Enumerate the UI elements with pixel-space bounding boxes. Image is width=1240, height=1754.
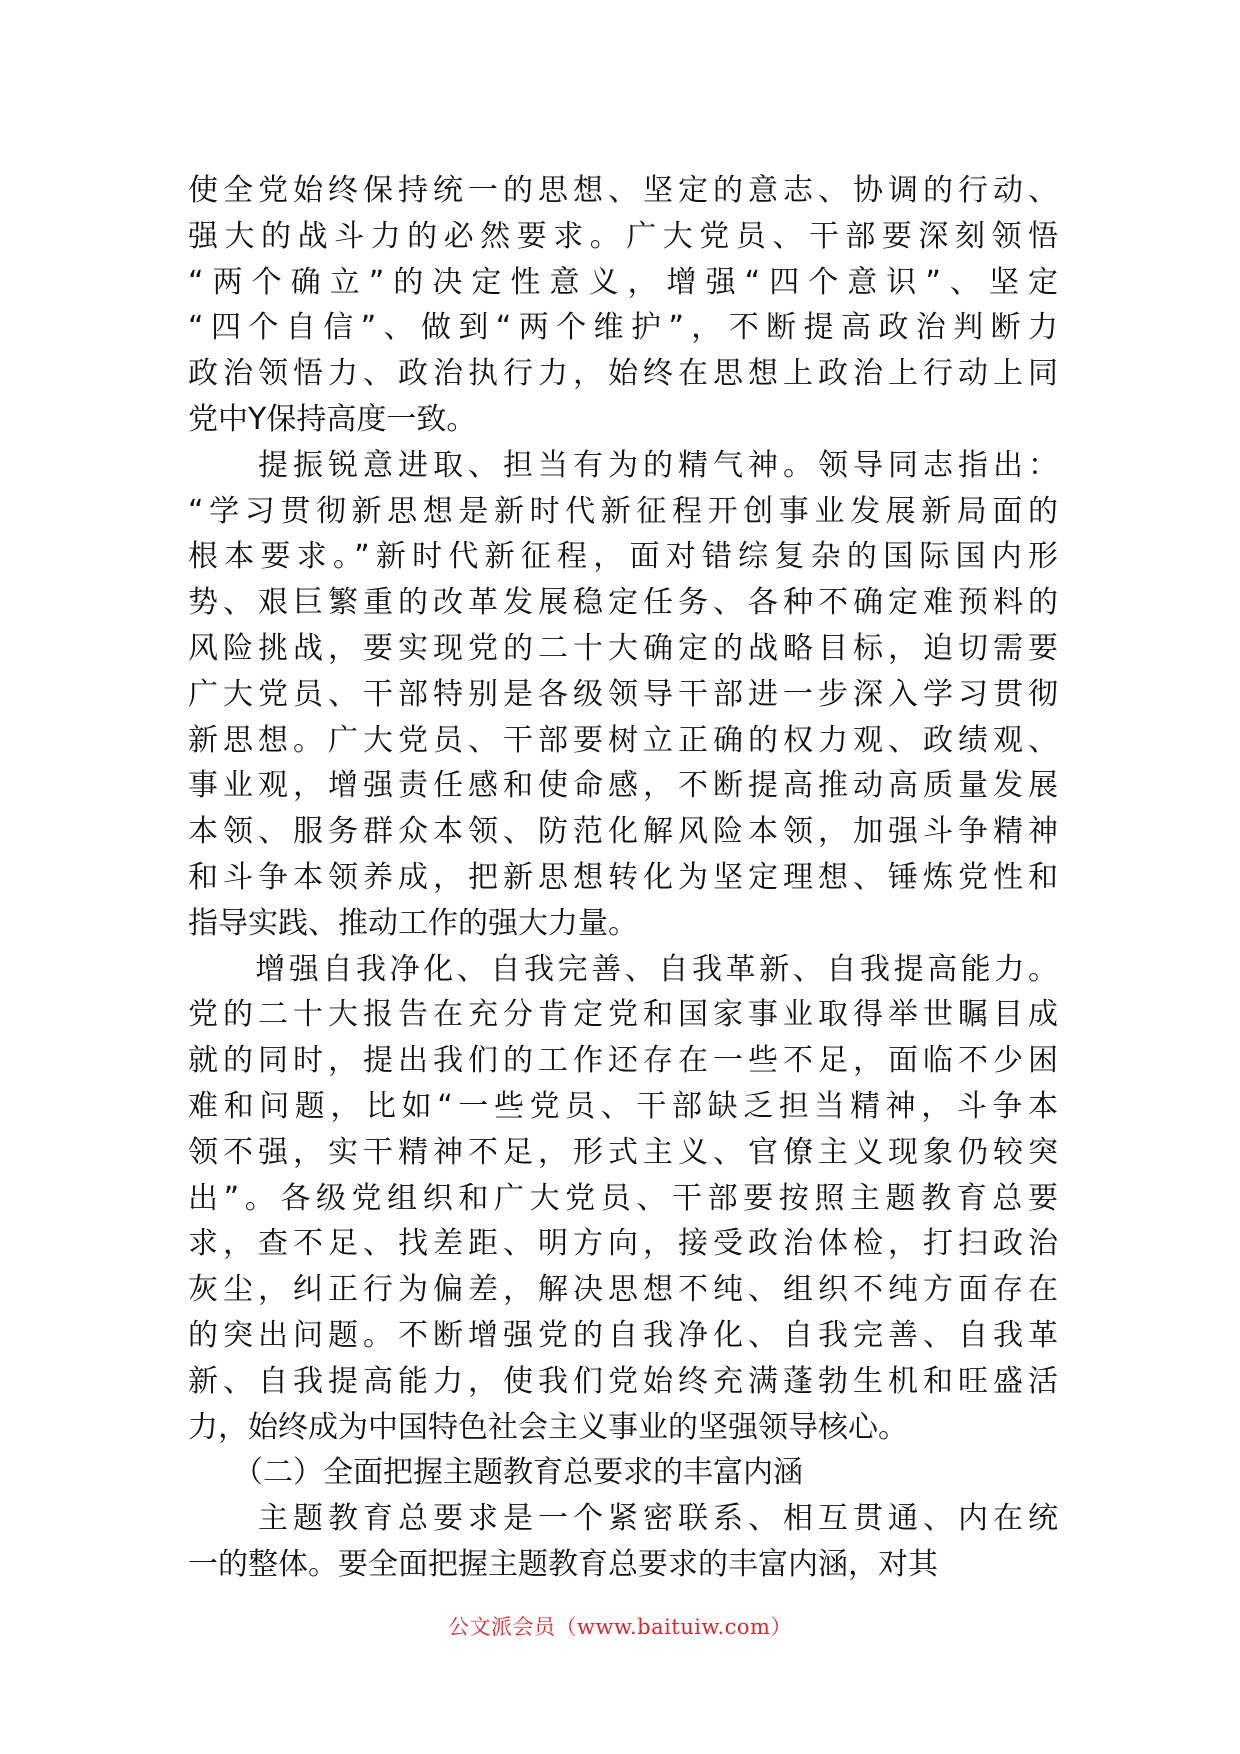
text-line: 出”。各级党组织和广大党员、干部要按照主题教育总要 bbox=[188, 1180, 1058, 1216]
text-line: 和斗争本领养成，把新思想转化为坚定理想、锤炼党性和 bbox=[188, 859, 1058, 895]
text-line: 新、自我提高能力，使我们党始终充满蓬勃生机和旺盛活 bbox=[188, 1363, 1058, 1399]
text-line: 党中Y保持高度一致。 bbox=[188, 401, 477, 437]
document-body bbox=[188, 168, 1058, 1588]
text-line: 力，始终成为中国特色社会主义事业的坚强领导核心。 bbox=[188, 1409, 908, 1445]
text-line: 增强自我净化、自我完善、自我革新、自我提高能力。 bbox=[188, 951, 1058, 987]
text-line: 灰尘，纠正行为偏差，解决思想不纯、组织不纯方面存在 bbox=[188, 1272, 1058, 1308]
paragraph bbox=[188, 1450, 1058, 1496]
text-line: 事业观，增强责任感和使命感，不断提高推动高质量发展 bbox=[188, 768, 1058, 804]
text-line: 提振锐意进取、担当有为的精气神。领导同志指出： bbox=[188, 447, 1058, 483]
text-line: 党的二十大报告在充分肯定党和国家事业取得举世瞩目成 bbox=[188, 997, 1058, 1033]
text-line: 就的同时，提出我们的工作还存在一些不足，面临不少困 bbox=[188, 1043, 1058, 1079]
text-line: （二）全面把握主题教育总要求的丰富内涵 bbox=[188, 1455, 803, 1491]
text-line: 难和问题，比如“一些党员、干部缺乏担当精神，斗争本 bbox=[188, 1088, 1058, 1124]
paragraph bbox=[188, 168, 1058, 443]
text-line: “四个自信”、做到“两个维护”，不断提高政治判断力 bbox=[188, 310, 1058, 346]
paragraph bbox=[188, 947, 1058, 1451]
text-line: 政治领悟力、政治执行力，始终在思想上政治上行动上同 bbox=[188, 356, 1058, 392]
text-line: 主题教育总要求是一个紧密联系、相互贯通、内在统 bbox=[188, 1501, 1058, 1537]
text-line: 势、艰巨繁重的改革发展稳定任务、各种不确定难预料的 bbox=[188, 585, 1058, 621]
text-line: “学习贯彻新思想是新时代新征程开创事业发展新局面的 bbox=[188, 493, 1058, 529]
text-line: 指导实践、推动工作的强大力量。 bbox=[188, 905, 638, 941]
text-line: 新思想。广大党员、干部要树立正确的权力观、政绩观、 bbox=[188, 722, 1058, 758]
text-line: 本领、服务群众本领、防范化解风险本领，加强斗争精神 bbox=[188, 814, 1058, 850]
text-line: 风险挑战，要实现党的二十大确定的战略目标，迫切需要 bbox=[188, 630, 1058, 666]
text-line: 求，查不足、找差距、明方向，接受政治体检，打扫政治 bbox=[188, 1226, 1058, 1262]
text-line: 的突出问题。不断增强党的自我净化、自我完善、自我革 bbox=[188, 1317, 1058, 1353]
text-line: 广大党员、干部特别是各级领导干部进一步深入学习贯彻 bbox=[188, 676, 1058, 712]
text-line: 一的整体。要全面把握主题教育总要求的丰富内涵，对其 bbox=[188, 1546, 938, 1582]
paragraph bbox=[188, 443, 1058, 947]
paragraph bbox=[188, 1496, 1058, 1588]
text-line: 使全党始终保持统一的思想、坚定的意志、协调的行动、 bbox=[188, 173, 1058, 208]
text-line: 领不强，实干精神不足，形式主义、官僚主义现象仍较突 bbox=[188, 1134, 1058, 1170]
footer-watermark: 公文派会员（www.baituiw.com） bbox=[448, 1615, 792, 1639]
text-line: 强大的战斗力的必然要求。广大党员、干部要深刻领悟 bbox=[188, 218, 1058, 254]
text-line: 根本要求。”新时代新征程，面对错综复杂的国际国内形 bbox=[188, 539, 1058, 575]
text-line: “两个确立”的决定性意义，增强“四个意识”、坚定 bbox=[188, 264, 1058, 300]
